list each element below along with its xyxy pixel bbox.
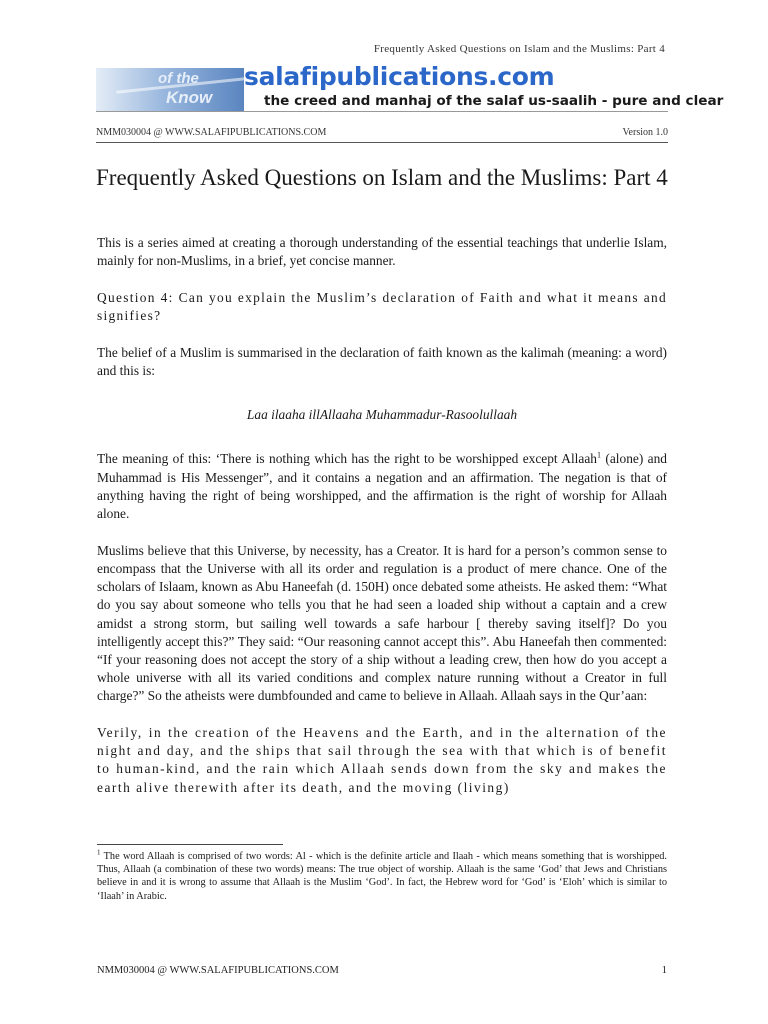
footer-document-id: NMM030004 @ WWW.SALAFIPUBLICATIONS.COM xyxy=(97,965,339,976)
banner-art-word: of the xyxy=(158,70,199,87)
quran-quote: Verily, in the creation of the Heavens and the Earth, and in the alternation of the night and day, and the ships that sail through the sea with that which is of benefit to human-kind, and the rain which Allaah sends down from the sky and makes the earth alive therewith after its death, and the moving (living) xyxy=(97,725,667,795)
kalimah-text: Laa ilaaha illAllaaha Muhammadur-Rasoolullaah xyxy=(246,407,518,423)
banner-art-word: Know xyxy=(166,88,213,107)
running-header: Frequently Asked Questions on Islam and the Muslims: Part 4 xyxy=(373,43,665,55)
site-tagline: the creed and manhaj of the salaf us-saalih - pure and clear xyxy=(264,93,724,109)
site-logo-text: salafipublications.com xyxy=(244,62,555,91)
footnote-marker: 1 xyxy=(97,848,101,857)
intro-paragraph: This is a series aimed at creating a thorough understanding of the essential teachings that underlie Islam, mainly for non-Muslims, in a brief, yet concise manner. xyxy=(97,235,667,269)
document-meta xyxy=(96,127,668,138)
creator-paragraph: Muslims believe that this Universe, by necessity, has a Creator. It is hard for a person’s common sense to encompass that the Universe with all its order and regulation is a product of mere chance. One of the scholars of Islaam, known as Abu Haneefah (d. 150H) once debated some atheists. He asked them: “What do you say about someone who tells you that he had seen a loaded ship without a captain and a crew amidst a strong storm, but sailing well towards a safe harbour [ thereby saving itself]? Do you intelligently accept this?” They said: “Our reasoning cannot accept this”. Abu Haneefah then commented: “If your reasoning does not accept the story of a ship without a leading crew, then how do you accept a whole universe with all its varied conditions and complex nature running without a Creator in full charge?” So the atheists were dumbfounded and came to believe in Allaah. Allaah says in the Qur’aan: xyxy=(97,542,667,704)
site-banner xyxy=(96,62,724,114)
document-title: Frequently Asked Questions on Islam and the Muslims: Part 4 xyxy=(96,165,668,190)
footnote-text: The word Allaah is comprised of two words: Al - which is the definite article and Ilaah - which means something that is worshipped. Thus, Allaah (a combination of these two words) means: The true object of worship. Allaah is the same ‘God’ that Jews and Christians believe in and it is wrong to assume that Allaah is the Muslim ‘God’. In fact, the Hebrew word for ‘God’ is ‘Eloh’ which is similar to ‘Ilaah’ in Arabic. xyxy=(97,851,667,902)
meaning-paragraph xyxy=(97,450,667,523)
kalimah-intro-paragraph: The belief of a Muslim is summarised in the declaration of faith known as the kalimah (meaning: a word) and this is: xyxy=(97,344,667,379)
footnote xyxy=(97,850,667,903)
question-heading: Question 4: Can you explain the Muslim’s declaration of Faith and what it means and signifies? xyxy=(97,289,667,324)
meaning-text: The meaning of this: ‘There is nothing which has the right to be worshipped except Allaah xyxy=(97,451,597,467)
meaning-text-continued: (alone) and Muhammad is His Messenger”, and it contains a negation and an affirmation. The negation is that of anything having the right of being worshipped, and the affirmation is the right of worship for Allaah alone. xyxy=(97,451,668,522)
page-footer xyxy=(97,965,667,976)
banner-artwork xyxy=(96,68,244,112)
meta-divider xyxy=(96,142,668,143)
page-number: 1 xyxy=(661,965,667,976)
footnote-reference[interactable]: 1 xyxy=(597,450,601,460)
document-body xyxy=(97,234,667,815)
document-id: NMM030004 @ WWW.SALAFIPUBLICATIONS.COM xyxy=(96,127,327,138)
document-version: Version 1.0 xyxy=(622,127,668,138)
footnote-divider xyxy=(97,844,283,845)
banner-divider xyxy=(96,111,668,112)
